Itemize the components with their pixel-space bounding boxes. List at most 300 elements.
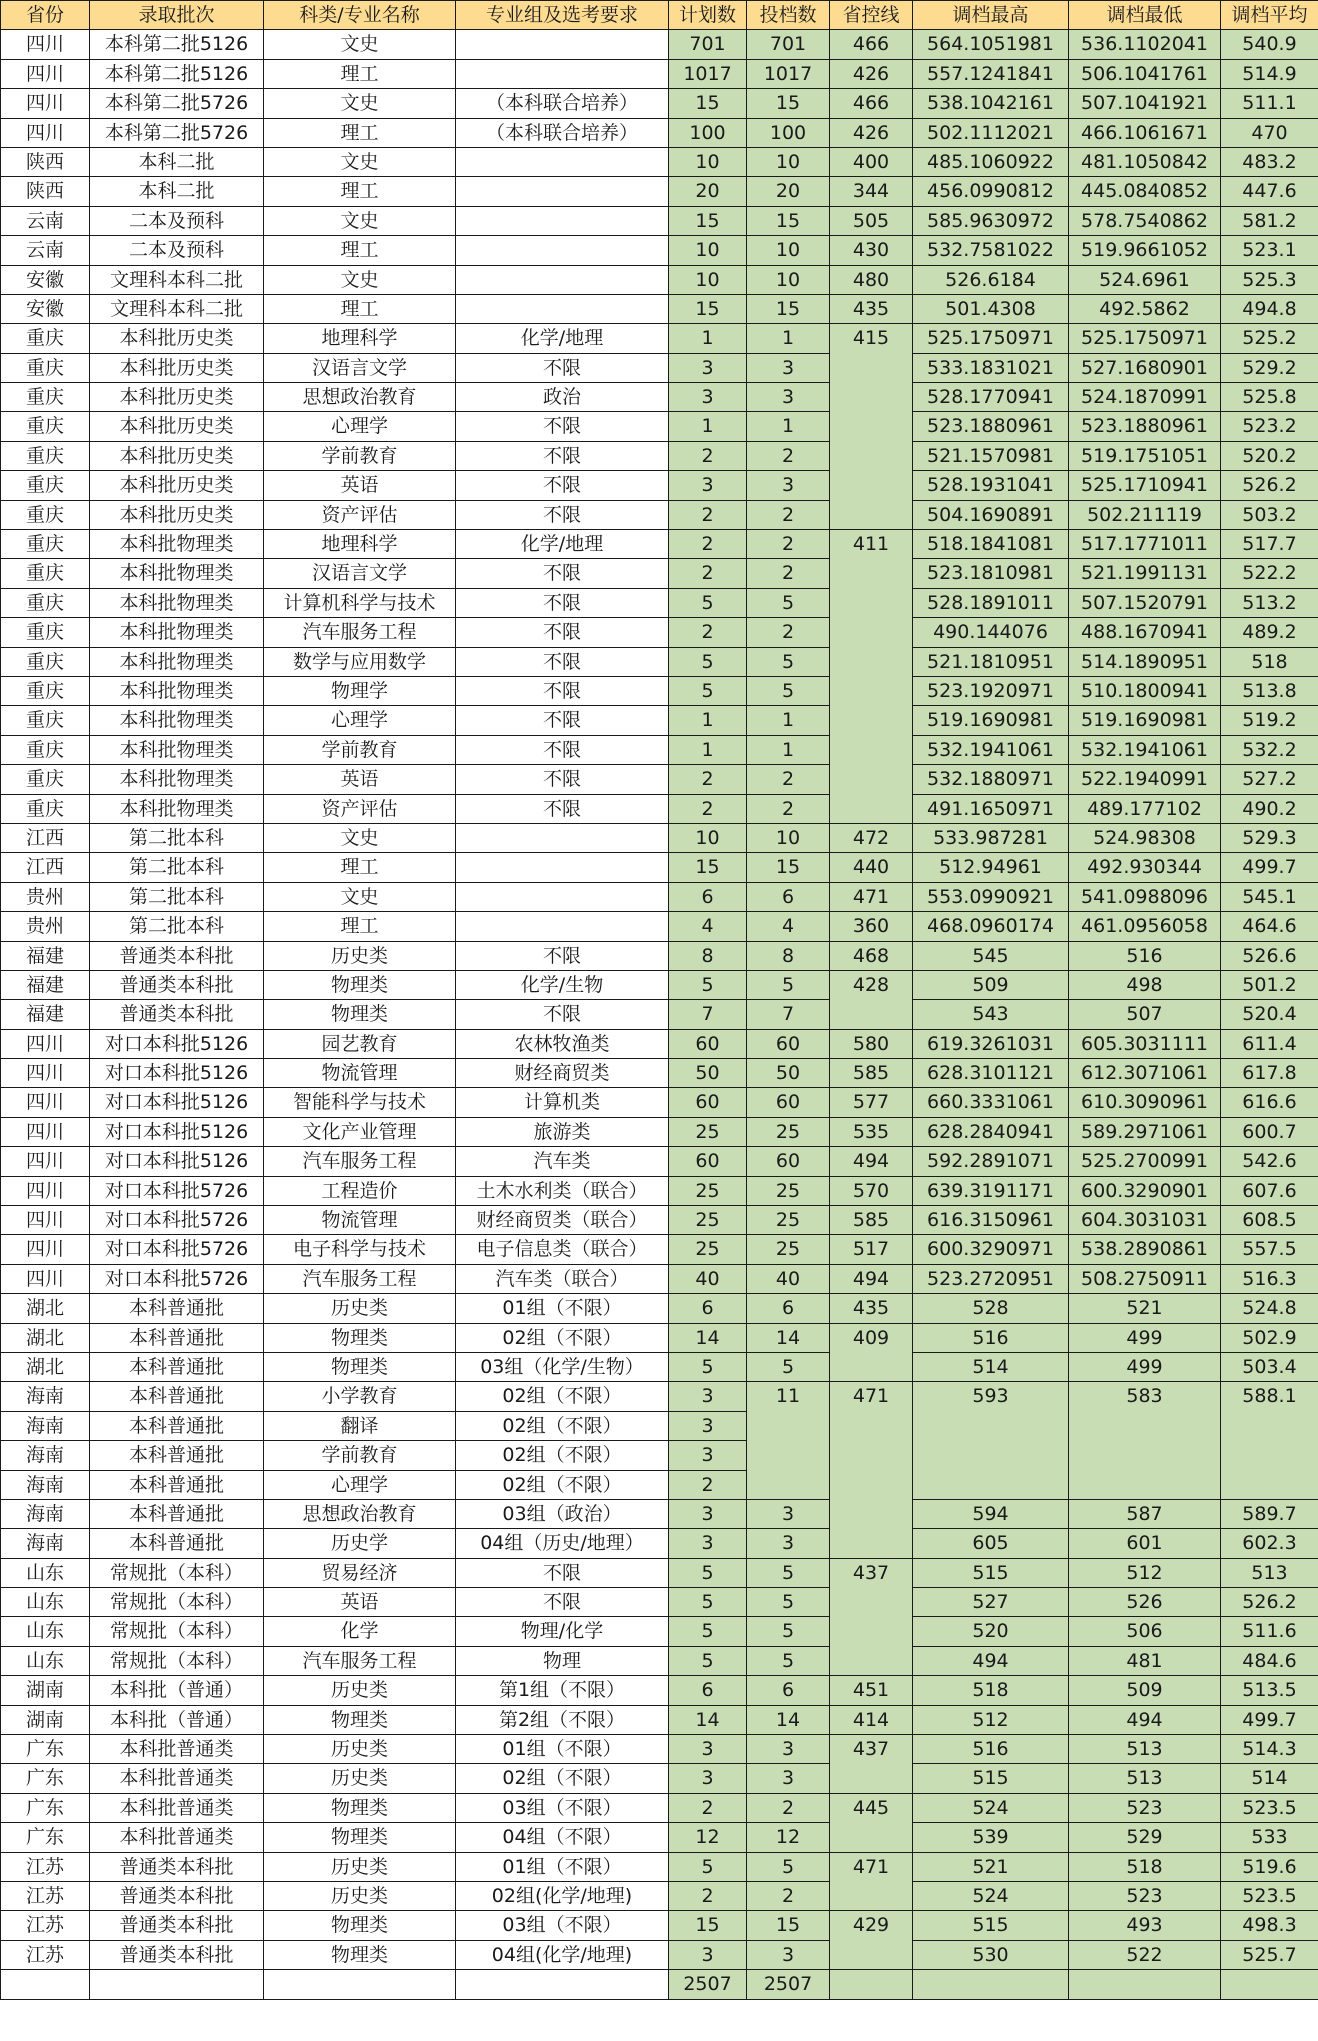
cell-min-score: 517.1771011 (1069, 530, 1221, 559)
cell-control-line: 466 (830, 89, 913, 118)
cell-group-requirement: 02组（不限） (456, 1411, 669, 1440)
cell-min-score: 536.1102041 (1069, 30, 1221, 59)
cell-min-score: 521.1991131 (1069, 559, 1221, 588)
cell-group-requirement: 化学/生物 (456, 970, 669, 999)
cell-major: 文化产业管理 (264, 1117, 456, 1146)
table-row (1, 1676, 1318, 1705)
cell-plan-count: 60 (669, 1088, 747, 1117)
cell-min-score: 481 (1069, 1646, 1221, 1675)
cell-min-score: 445.0840852 (1069, 177, 1221, 206)
table-row (1, 1617, 1318, 1646)
cell-batch: 本科普通批 (90, 1499, 264, 1528)
cell-batch: 对口本科批5126 (90, 1059, 264, 1088)
cell-avg-score: 529.2 (1221, 353, 1318, 382)
cell-max-score: 523.1810981 (913, 559, 1069, 588)
cell-admitted-count: 2 (747, 530, 830, 559)
table-row (1, 1000, 1318, 1029)
cell-admitted-count: 3 (747, 1529, 830, 1558)
cell-province: 四川 (1, 1029, 90, 1058)
cell-group-requirement (456, 206, 669, 235)
cell-province: 海南 (1, 1499, 90, 1528)
cell-province (1, 1970, 90, 1999)
cell-min-score: 498 (1069, 970, 1221, 999)
cell-plan-count: 3 (669, 1382, 747, 1411)
cell-group-requirement: 电子信息类（联合） (456, 1235, 669, 1264)
cell-group-requirement: 财经商贸类 (456, 1059, 669, 1088)
cell-avg-score: 511.6 (1221, 1617, 1318, 1646)
cell-plan-count: 100 (669, 118, 747, 147)
cell-batch: 常规批（本科） (90, 1617, 264, 1646)
cell-max-score: 594 (913, 1499, 1069, 1528)
cell-major: 思想政治教育 (264, 383, 456, 412)
cell-plan-count: 5 (669, 676, 747, 705)
cell-batch: 本科批物理类 (90, 735, 264, 764)
cell-group-requirement: 03组（不限） (456, 1911, 669, 1940)
cell-group-requirement (456, 912, 669, 941)
cell-major: 智能科学与技术 (264, 1088, 456, 1117)
cell-plan-count: 3 (669, 1499, 747, 1528)
cell-max-score: 491.1650971 (913, 794, 1069, 823)
cell-avg-score: 526.6 (1221, 941, 1318, 970)
table-row (1, 1529, 1318, 1558)
cell-major: 英语 (264, 765, 456, 794)
cell-batch: 二本及预科 (90, 206, 264, 235)
cell-batch: 本科批物理类 (90, 559, 264, 588)
cell-avg-score: 503.2 (1221, 500, 1318, 529)
cell-major: 物理类 (264, 970, 456, 999)
cell-admitted-count: 25 (747, 1117, 830, 1146)
cell-avg-score: 540.9 (1221, 30, 1318, 59)
cell-avg-score: 529.3 (1221, 823, 1318, 852)
cell-major: 理工 (264, 236, 456, 265)
cell-batch: 本科批历史类 (90, 471, 264, 500)
cell-province: 四川 (1, 1206, 90, 1235)
cell-admitted-count: 1 (747, 324, 830, 353)
table-body (1, 30, 1318, 1999)
cell-major: 小学教育 (264, 1382, 456, 1411)
cell-major: 学前教育 (264, 1441, 456, 1470)
cell-avg-score: 520.2 (1221, 441, 1318, 470)
table-row (1, 441, 1318, 470)
cell-plan-count: 1017 (669, 59, 747, 88)
cell-admitted-count: 2 (747, 765, 830, 794)
table-row (1, 1176, 1318, 1205)
cell-min-score: 461.0956058 (1069, 912, 1221, 941)
cell-batch: 对口本科批5726 (90, 1206, 264, 1235)
cell-max-score: 504.1690891 (913, 500, 1069, 529)
cell-max-score: 528 (913, 1294, 1069, 1323)
cell-province: 陕西 (1, 147, 90, 176)
cell-max-score: 553.0990921 (913, 882, 1069, 911)
cell-province: 重庆 (1, 412, 90, 441)
column-header-batch: 录取批次 (90, 1, 264, 30)
cell-province: 江西 (1, 853, 90, 882)
cell-group-requirement: 01组（不限） (456, 1294, 669, 1323)
cell-plan-count: 5 (669, 1617, 747, 1646)
table-row (1, 853, 1318, 882)
cell-min-score: 506 (1069, 1617, 1221, 1646)
cell-admitted-count: 4 (747, 912, 830, 941)
cell-max-score: 494 (913, 1646, 1069, 1675)
cell-province: 云南 (1, 236, 90, 265)
cell-max-score: 533.1831021 (913, 353, 1069, 382)
cell-avg-score: 503.4 (1221, 1352, 1318, 1381)
cell-plan-count: 15 (669, 206, 747, 235)
cell-avg-score: 519.2 (1221, 706, 1318, 735)
cell-control-line: 414 (830, 1705, 913, 1734)
cell-batch: 普通类本科批 (90, 941, 264, 970)
cell-batch: 本科批历史类 (90, 353, 264, 382)
cell-plan-count: 15 (669, 294, 747, 323)
cell-admitted-count: 2 (747, 1882, 830, 1911)
cell-major: 理工 (264, 118, 456, 147)
cell-avg-score: 525.3 (1221, 265, 1318, 294)
cell-group-requirement: （本科联合培养） (456, 118, 669, 147)
cell-control-line: 411 (830, 530, 913, 824)
cell-max-score: 616.3150961 (913, 1206, 1069, 1235)
cell-batch: 本科第二批5126 (90, 30, 264, 59)
cell-plan-count: 14 (669, 1323, 747, 1352)
cell-admitted-count: 701 (747, 30, 830, 59)
cell-admitted-count: 15 (747, 1911, 830, 1940)
cell-avg-score: 499.7 (1221, 1705, 1318, 1734)
cell-max-score: 538.1042161 (913, 89, 1069, 118)
cell-max-score: 490.144076 (913, 618, 1069, 647)
cell-min-score: 502.211119 (1069, 500, 1221, 529)
cell-admitted-count: 5 (747, 588, 830, 617)
cell-major: 电子科学与技术 (264, 1235, 456, 1264)
cell-batch: 文理科本科二批 (90, 265, 264, 294)
cell-max-score: 515 (913, 1911, 1069, 1940)
table-row (1, 676, 1318, 705)
cell-min-score: 600.3290901 (1069, 1176, 1221, 1205)
cell-avg-score: 523.2 (1221, 412, 1318, 441)
cell-min-score: 525.2700991 (1069, 1147, 1221, 1176)
cell-province: 湖北 (1, 1294, 90, 1323)
cell-plan-count: 701 (669, 30, 747, 59)
cell-plan-count: 25 (669, 1235, 747, 1264)
cell-plan-count: 6 (669, 1676, 747, 1705)
cell-major: 物理类 (264, 1000, 456, 1029)
cell-min-score: 523 (1069, 1793, 1221, 1822)
cell-plan-count: 6 (669, 1294, 747, 1323)
cell-admitted-count: 3 (747, 471, 830, 500)
cell-major (264, 1970, 456, 1999)
cell-max-score: 456.0990812 (913, 177, 1069, 206)
cell-major: 物理类 (264, 1352, 456, 1381)
cell-major: 资产评估 (264, 794, 456, 823)
table-row (1, 1117, 1318, 1146)
cell-batch: 本科批（普通） (90, 1676, 264, 1705)
cell-control-line: 466 (830, 30, 913, 59)
cell-major: 园艺教育 (264, 1029, 456, 1058)
cell-group-requirement: 不限 (456, 765, 669, 794)
cell-max-score: 516 (913, 1323, 1069, 1352)
cell-batch: 普通类本科批 (90, 1000, 264, 1029)
cell-min-score: 525.1750971 (1069, 324, 1221, 353)
cell-max-score: 593 (913, 1382, 1069, 1500)
cell-batch: 本科批历史类 (90, 441, 264, 470)
table-row (1, 530, 1318, 559)
cell-plan-count: 2507 (669, 1970, 747, 1999)
cell-group-requirement: 化学/地理 (456, 324, 669, 353)
table-row (1, 1852, 1318, 1881)
cell-province: 江苏 (1, 1882, 90, 1911)
cell-batch: 本科批物理类 (90, 794, 264, 823)
cell-batch: 第二批本科 (90, 823, 264, 852)
cell-province: 重庆 (1, 735, 90, 764)
cell-batch: 本科批普通类 (90, 1793, 264, 1822)
cell-avg-score: 523.5 (1221, 1882, 1318, 1911)
table-row (1, 324, 1318, 353)
cell-avg-score: 483.2 (1221, 147, 1318, 176)
cell-batch: 常规批（本科） (90, 1588, 264, 1617)
cell-admitted-count: 6 (747, 1294, 830, 1323)
cell-max-score: 524 (913, 1882, 1069, 1911)
cell-major: 物理类 (264, 1793, 456, 1822)
cell-batch: 本科第二批5726 (90, 89, 264, 118)
cell-min-score: 481.1050842 (1069, 147, 1221, 176)
table-row (1, 471, 1318, 500)
cell-group-requirement: 不限 (456, 706, 669, 735)
cell-major: 思想政治教育 (264, 1499, 456, 1528)
cell-group-requirement: 02组(化学/地理) (456, 1882, 669, 1911)
cell-max-score: 543 (913, 1000, 1069, 1029)
cell-group-requirement: 不限 (456, 1558, 669, 1587)
cell-max-score (913, 1970, 1069, 1999)
table-row (1, 1764, 1318, 1793)
cell-major: 汽车服务工程 (264, 1646, 456, 1675)
cell-min-score: 604.3031031 (1069, 1206, 1221, 1235)
column-header-avg-score: 调档平均 (1221, 1, 1318, 30)
table-row (1, 30, 1318, 59)
cell-min-score: 512 (1069, 1558, 1221, 1587)
cell-group-requirement: 不限 (456, 441, 669, 470)
cell-plan-count: 10 (669, 236, 747, 265)
cell-max-score: 539 (913, 1823, 1069, 1852)
cell-batch: 常规批（本科） (90, 1646, 264, 1675)
cell-plan-count: 2 (669, 794, 747, 823)
cell-batch (90, 1970, 264, 1999)
cell-group-requirement: 第2组（不限） (456, 1705, 669, 1734)
table-row (1, 1147, 1318, 1176)
cell-control-line: 468 (830, 941, 913, 970)
cell-batch: 第二批本科 (90, 912, 264, 941)
cell-batch: 对口本科批5126 (90, 1088, 264, 1117)
cell-major: 理工 (264, 177, 456, 206)
cell-control-line: 494 (830, 1147, 913, 1176)
cell-plan-count: 10 (669, 265, 747, 294)
cell-province: 四川 (1, 1088, 90, 1117)
cell-plan-count: 3 (669, 1940, 747, 1969)
cell-avg-score: 513.8 (1221, 676, 1318, 705)
cell-min-score: 525.1710941 (1069, 471, 1221, 500)
cell-batch: 本科批历史类 (90, 324, 264, 353)
cell-group-requirement: 土木水利类（联合） (456, 1176, 669, 1205)
cell-province: 江苏 (1, 1852, 90, 1881)
cell-avg-score: 519.6 (1221, 1852, 1318, 1881)
cell-avg-score: 616.6 (1221, 1088, 1318, 1117)
cell-max-score: 523.2720951 (913, 1264, 1069, 1293)
cell-group-requirement: 不限 (456, 353, 669, 382)
cell-max-score: 515 (913, 1764, 1069, 1793)
cell-group-requirement: 旅游类 (456, 1117, 669, 1146)
cell-major: 历史类 (264, 1764, 456, 1793)
cell-province: 湖南 (1, 1705, 90, 1734)
table-row (1, 1646, 1318, 1675)
cell-max-score: 521 (913, 1852, 1069, 1881)
cell-min-score: 589.2971061 (1069, 1117, 1221, 1146)
cell-province: 重庆 (1, 588, 90, 617)
table-row (1, 383, 1318, 412)
cell-avg-score: 514 (1221, 1764, 1318, 1793)
cell-major: 计算机科学与技术 (264, 588, 456, 617)
cell-admitted-count: 1 (747, 412, 830, 441)
cell-plan-count: 2 (669, 618, 747, 647)
cell-batch: 对口本科批5726 (90, 1176, 264, 1205)
cell-batch: 本科普通批 (90, 1294, 264, 1323)
cell-major: 历史类 (264, 941, 456, 970)
cell-control-line: 494 (830, 1264, 913, 1293)
cell-admitted-count: 25 (747, 1176, 830, 1205)
cell-control-line: 577 (830, 1088, 913, 1117)
cell-plan-count: 1 (669, 706, 747, 735)
cell-province: 四川 (1, 1117, 90, 1146)
table-row (1, 412, 1318, 441)
cell-min-score: 466.1061671 (1069, 118, 1221, 147)
cell-control-line: 440 (830, 853, 913, 882)
cell-avg-score: 484.6 (1221, 1646, 1318, 1675)
cell-min-score: 510.1800941 (1069, 676, 1221, 705)
cell-avg-score: 524.8 (1221, 1294, 1318, 1323)
cell-min-score: 519.1751051 (1069, 441, 1221, 470)
cell-province: 重庆 (1, 383, 90, 412)
cell-avg-score: 490.2 (1221, 794, 1318, 823)
cell-group-requirement: 农林牧渔类 (456, 1029, 669, 1058)
cell-control-line: 471 (830, 1852, 913, 1911)
cell-major: 物流管理 (264, 1206, 456, 1235)
cell-major: 物理类 (264, 1323, 456, 1352)
cell-province: 四川 (1, 1176, 90, 1205)
cell-avg-score: 514.3 (1221, 1735, 1318, 1764)
cell-control-line: 437 (830, 1735, 913, 1794)
cell-min-score: 583 (1069, 1382, 1221, 1500)
cell-province: 重庆 (1, 471, 90, 500)
cell-group-requirement (456, 265, 669, 294)
cell-group-requirement: 04组(化学/地理) (456, 1940, 669, 1969)
cell-plan-count: 1 (669, 324, 747, 353)
cell-major: 数学与应用数学 (264, 647, 456, 676)
cell-avg-score: 527.2 (1221, 765, 1318, 794)
cell-admitted-count: 7 (747, 1000, 830, 1029)
cell-province: 福建 (1, 941, 90, 970)
cell-min-score: 523 (1069, 1882, 1221, 1911)
cell-plan-count: 10 (669, 147, 747, 176)
table-row (1, 1323, 1318, 1352)
cell-province: 湖南 (1, 1676, 90, 1705)
cell-admitted-count: 2 (747, 559, 830, 588)
cell-group-requirement: 不限 (456, 559, 669, 588)
cell-batch: 对口本科批5126 (90, 1029, 264, 1058)
cell-group-requirement: 01组（不限） (456, 1852, 669, 1881)
table-row (1, 1029, 1318, 1058)
cell-max-score: 600.3290971 (913, 1235, 1069, 1264)
cell-group-requirement: 不限 (456, 676, 669, 705)
cell-batch: 对口本科批5126 (90, 1147, 264, 1176)
cell-max-score: 526.6184 (913, 265, 1069, 294)
cell-batch: 本科普通批 (90, 1529, 264, 1558)
cell-max-score: 515 (913, 1558, 1069, 1587)
cell-avg-score: 502.9 (1221, 1323, 1318, 1352)
cell-province: 湖北 (1, 1323, 90, 1352)
cell-max-score: 639.3191171 (913, 1176, 1069, 1205)
table-row (1, 236, 1318, 265)
cell-avg-score: 498.3 (1221, 1911, 1318, 1940)
cell-min-score: 541.0988096 (1069, 882, 1221, 911)
cell-batch: 本科第二批5126 (90, 59, 264, 88)
cell-control-line: 585 (830, 1206, 913, 1235)
cell-group-requirement: 不限 (456, 1000, 669, 1029)
cell-province: 陕西 (1, 177, 90, 206)
cell-group-requirement: 不限 (456, 941, 669, 970)
cell-plan-count: 5 (669, 970, 747, 999)
cell-major: 心理学 (264, 412, 456, 441)
cell-group-requirement: 02组（不限） (456, 1764, 669, 1793)
cell-province: 海南 (1, 1411, 90, 1440)
column-header-plan-count: 计划数 (669, 1, 747, 30)
cell-plan-count: 6 (669, 882, 747, 911)
header-row (1, 1, 1318, 30)
cell-max-score: 519.1690981 (913, 706, 1069, 735)
cell-admitted-count: 6 (747, 882, 830, 911)
cell-admitted-count: 5 (747, 647, 830, 676)
cell-batch: 本科批物理类 (90, 588, 264, 617)
cell-control-line: 535 (830, 1117, 913, 1146)
cell-batch: 本科普通批 (90, 1382, 264, 1411)
table-row (1, 59, 1318, 88)
cell-min-score: 506.1041761 (1069, 59, 1221, 88)
cell-group-requirement (456, 177, 669, 206)
cell-avg-score (1221, 1970, 1318, 1999)
cell-province: 四川 (1, 1059, 90, 1088)
table-row (1, 147, 1318, 176)
cell-avg-score: 494.8 (1221, 294, 1318, 323)
cell-admitted-count: 15 (747, 206, 830, 235)
cell-avg-score: 470 (1221, 118, 1318, 147)
cell-batch: 本科批物理类 (90, 765, 264, 794)
cell-province: 安徽 (1, 294, 90, 323)
cell-major: 贸易经济 (264, 1558, 456, 1587)
cell-avg-score: 588.1 (1221, 1382, 1318, 1500)
cell-major: 历史学 (264, 1529, 456, 1558)
cell-batch: 对口本科批5726 (90, 1264, 264, 1293)
table-row (1, 912, 1318, 941)
cell-batch: 本科批物理类 (90, 706, 264, 735)
cell-min-score: 612.3071061 (1069, 1059, 1221, 1088)
cell-major: 历史类 (264, 1882, 456, 1911)
cell-major: 文史 (264, 882, 456, 911)
cell-batch: 普通类本科批 (90, 1882, 264, 1911)
cell-max-score: 619.3261031 (913, 1029, 1069, 1058)
cell-min-score: 519.9661052 (1069, 236, 1221, 265)
cell-major: 英语 (264, 471, 456, 500)
cell-province: 海南 (1, 1382, 90, 1411)
cell-min-score: 494 (1069, 1705, 1221, 1734)
cell-avg-score: 520.4 (1221, 1000, 1318, 1029)
cell-control-line: 344 (830, 177, 913, 206)
cell-max-score: 512.94961 (913, 853, 1069, 882)
cell-min-score: 610.3090961 (1069, 1088, 1221, 1117)
